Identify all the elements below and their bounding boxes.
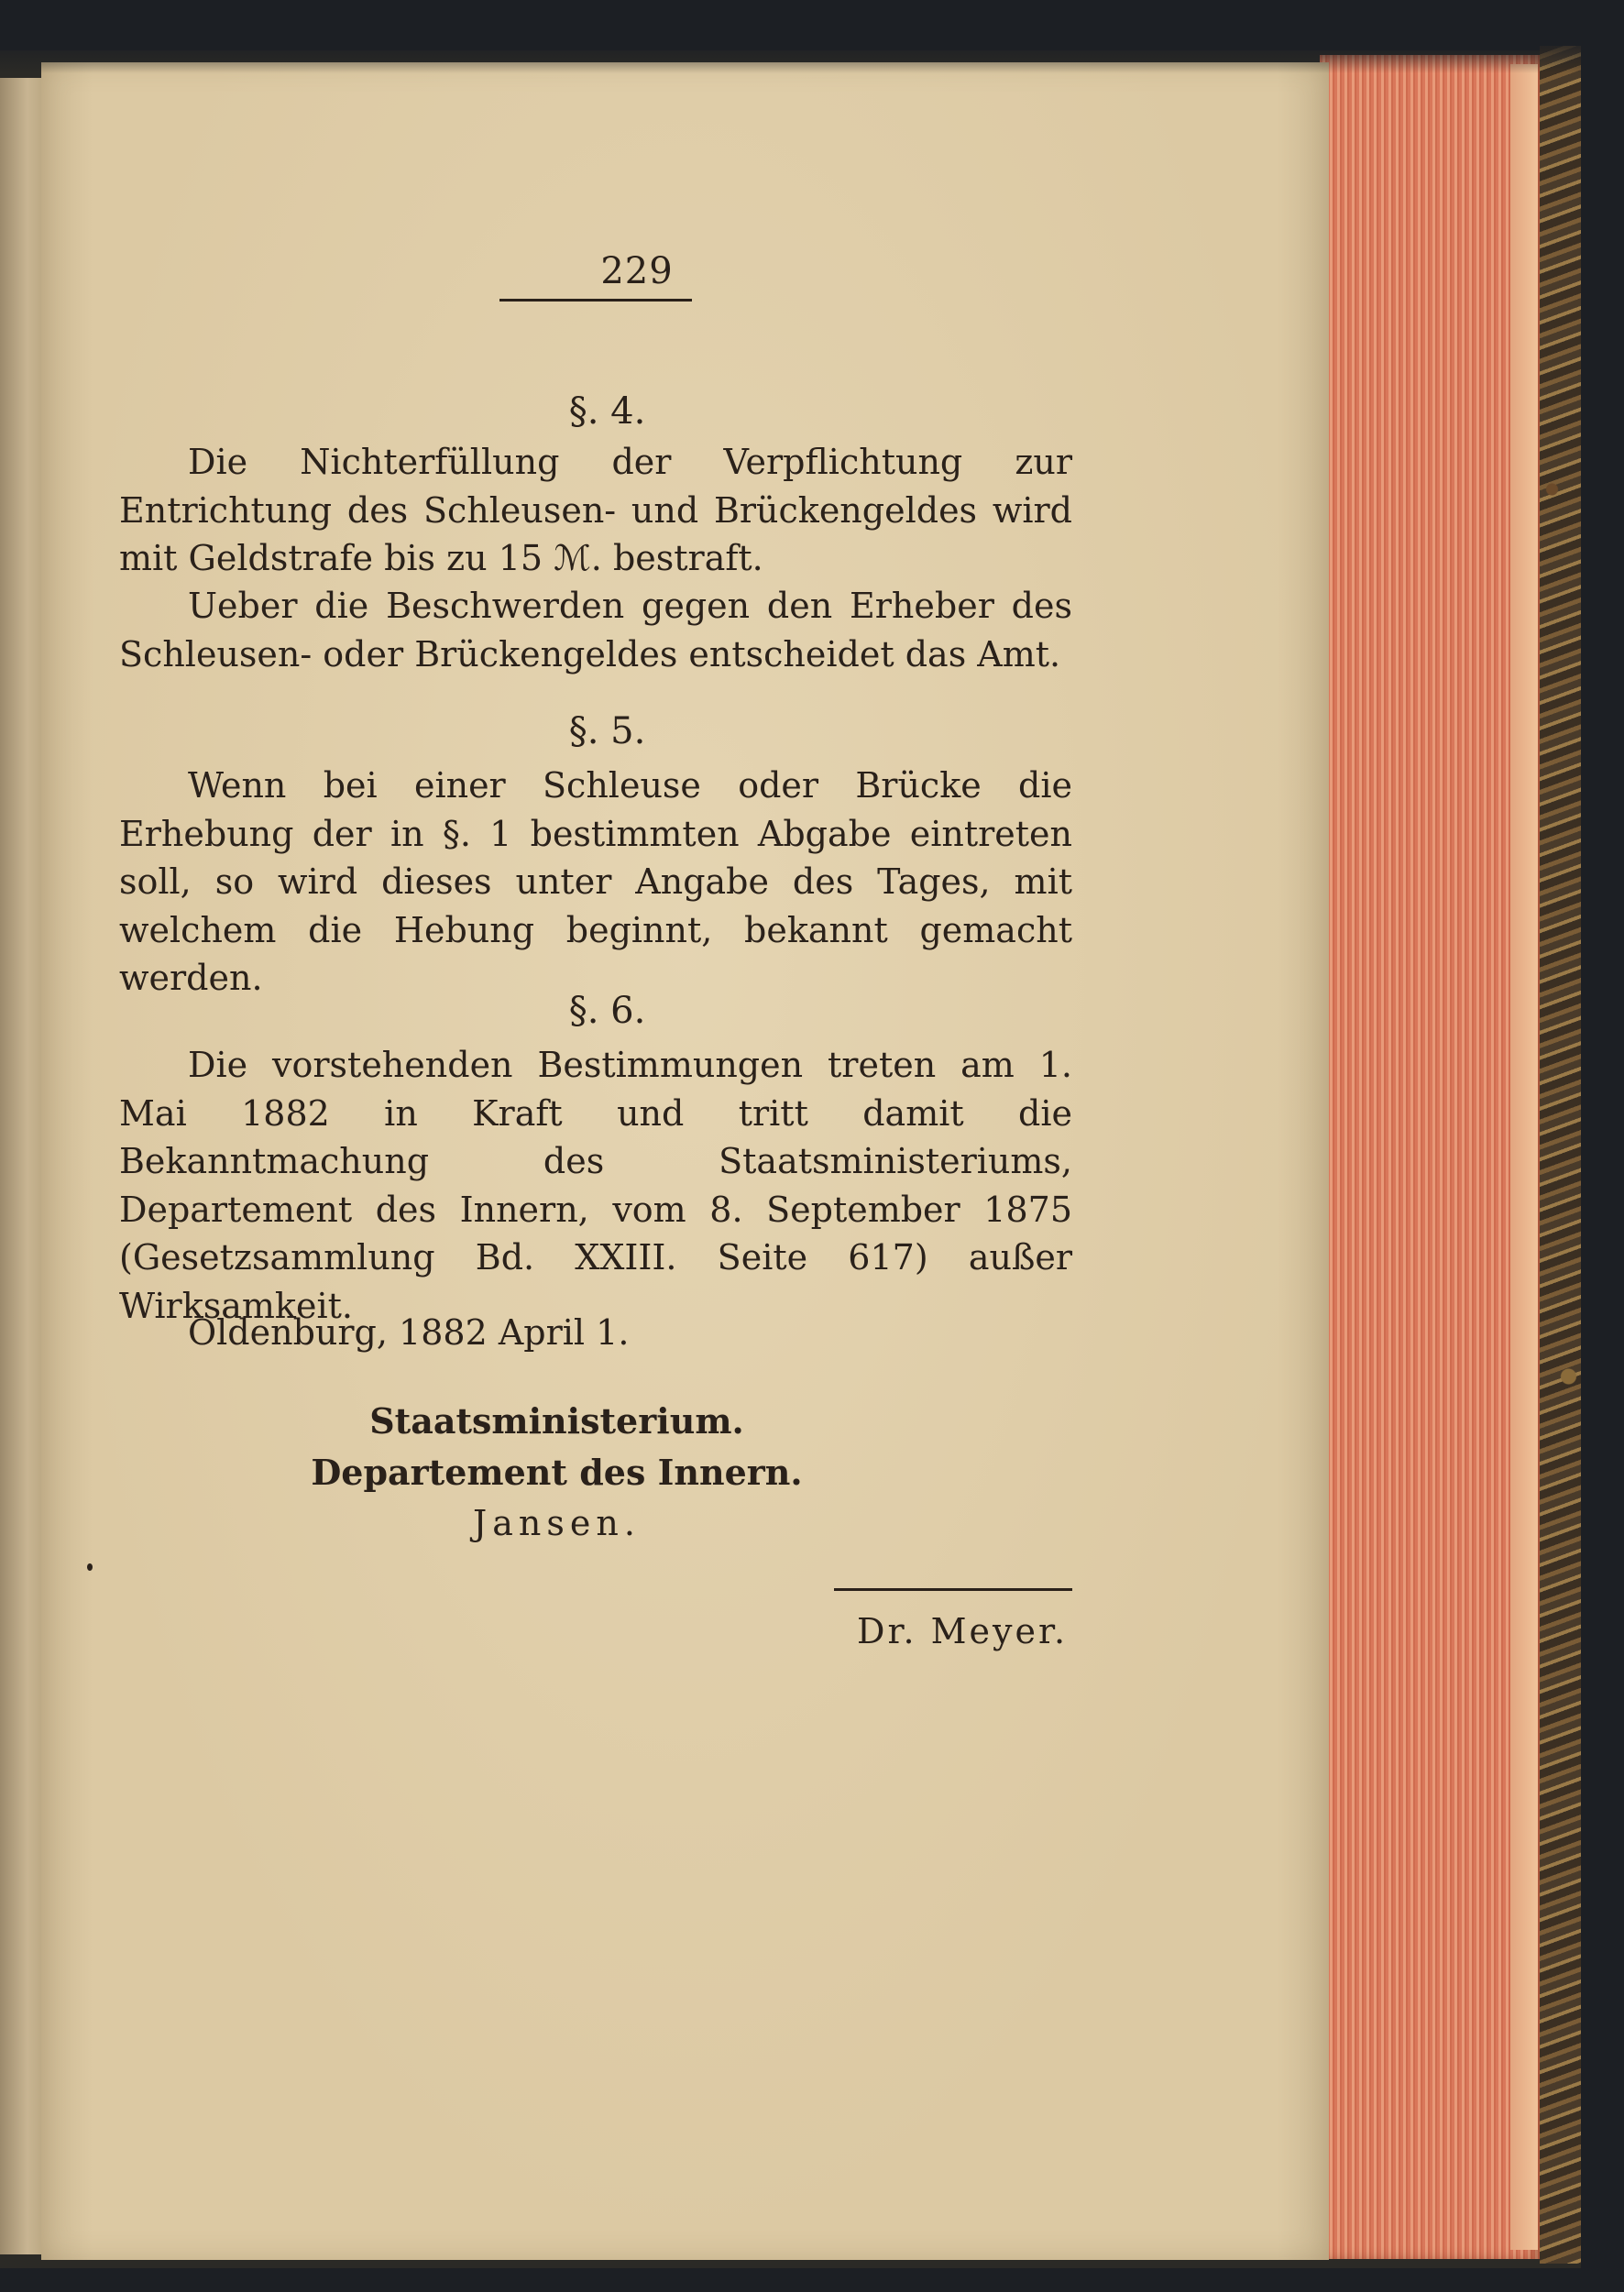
page-block-edge-light <box>1510 64 1538 2250</box>
signatory-name: Jansen. <box>473 1503 641 1543</box>
page-number-rule <box>499 299 692 302</box>
department-name: Departement des Innern. <box>311 1452 803 1493</box>
section-5-paragraph-1: Wenn bei einer Schleuse oder Brücke die Erhebung der in §. 1 bestimmten Abgabe eintreten soll, so wird dieses unter Angabe des Tages, mit welchem die Hebung beginnt, bekannt gemacht werden. <box>119 765 1072 998</box>
countersign-rule <box>834 1588 1072 1591</box>
countersign-name: Dr. Meyer. <box>857 1611 1069 1651</box>
section-4-paragraph-1: Die Nichterfüllung der Verpflichtung zur Entrichtung des Schleusen- und Brückengeldes wird mit Geldstrafe bis zu 15 ℳ. bestraft. <box>119 442 1072 578</box>
section-4-paragraph-2: Ueber die Beschwerden gegen den Erheber des Schleusen- oder Brückengeldes entscheidet das Amt. <box>119 586 1072 674</box>
section-heading-4: §. 4. <box>568 390 646 433</box>
section-heading-6: §. 6. <box>568 990 646 1032</box>
authority-name: Staatsministerium. <box>369 1400 744 1442</box>
section-6-paragraph-1: Die vorstehenden Bestimmungen treten am 1. Mai 1882 in Kraft und tritt damit die Bekanntmachung des Staatsministeriums, Departement des Innern, vom 8. September 1875 (Gesetzsammlung Bd. XXIII. Seite 617) außer Wirksamkeit. <box>119 1045 1072 1326</box>
marbled-cover <box>1540 46 1581 2264</box>
page-number: 229 <box>600 250 674 292</box>
page-content <box>41 62 1329 2260</box>
section-heading-5: §. 5. <box>568 710 646 752</box>
place-and-date: Oldenburg, 1882 April 1. <box>188 1312 630 1353</box>
ink-speck <box>87 1563 93 1571</box>
page-block-edges <box>1320 55 1540 2259</box>
